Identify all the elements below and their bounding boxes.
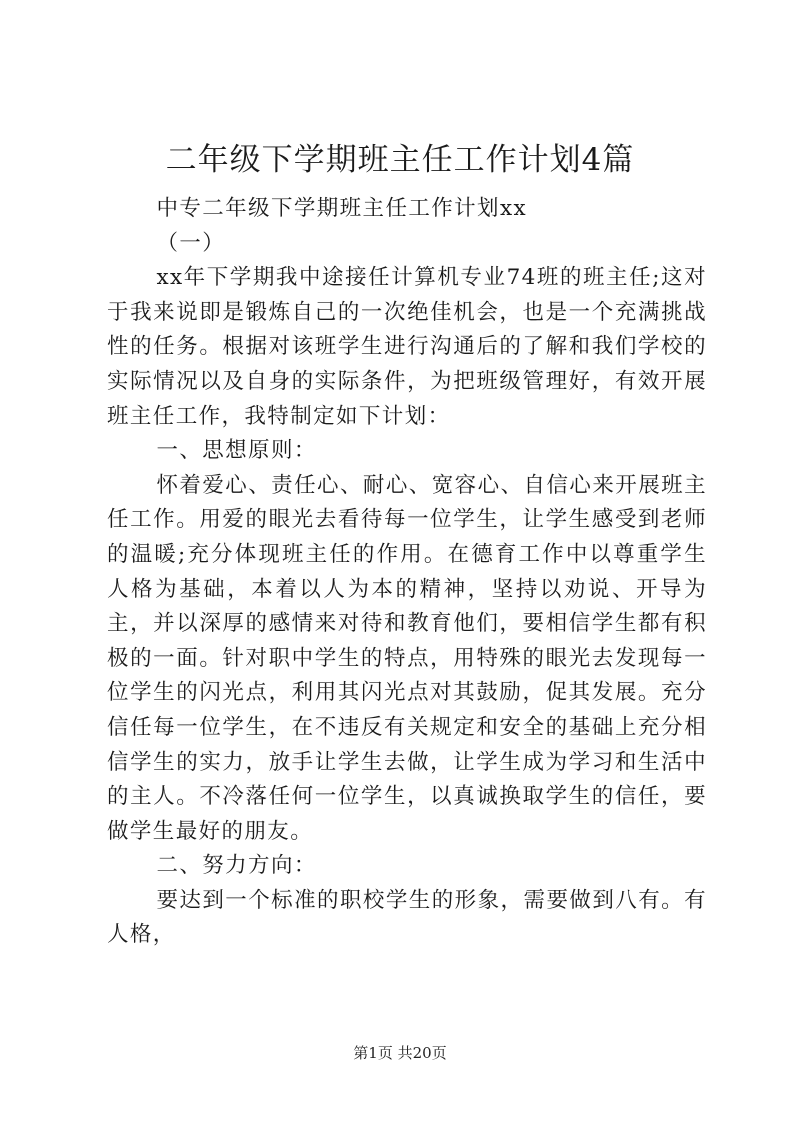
- page-footer: 第1页 共20页: [353, 1044, 447, 1062]
- direction-paragraph: 要达到一个标准的职校学生的形象，需要做到八有。有人格，: [107, 887, 707, 948]
- intro-paragraph: xx年下学期我中途接任计算机专业74班的班主任;这对于我来说即是锻炼自己的一次绝佳机会，也是一个充满挑战性的任务。根据对该班学生进行沟通后的了解和我们学校的实际情况以及自身的实际条件，为把班级管理好，有效开展班主任工作，我特制定如下计划：: [107, 265, 707, 429]
- heading-effort-direction: 二、努力方向：: [156, 853, 317, 879]
- heading-thinking-principles: 一、思想原则：: [156, 438, 317, 464]
- section-number-paragraph: （一）: [156, 230, 226, 256]
- principles-paragraph: 怀着爱心、责任心、耐心、宽容心、自信心来开展班主任工作。用爱的眼光去看待每一位学生，让学生感受到老师的温暖;充分体现班主任的作用。在德育工作中以尊重学生人格为基础，本着以人为本的精神，坚持以劝说、开导为主，并以深厚的感情来对待和教育他们，要相信学生都有积极的一面。针对职中学生的特点，用特殊的眼光去发现每一位学生的闪光点，利用其闪光点对其鼓励，促其发展。充分信任每一位学生，在不违反有关规定和安全的基础上充分相信学生的实力，放手让学生去做，让学生成为学习和生活中的主人。不冷落任何一位学生，以真诚换取学生的信任，要做学生最好的朋友。: [107, 472, 707, 844]
- subtitle-paragraph: 中专二年级下学期班主任工作计划xx: [156, 196, 527, 221]
- document-body: [107, 192, 707, 953]
- document-title: 二年级下学期班主任工作计划4篇: [165, 142, 635, 178]
